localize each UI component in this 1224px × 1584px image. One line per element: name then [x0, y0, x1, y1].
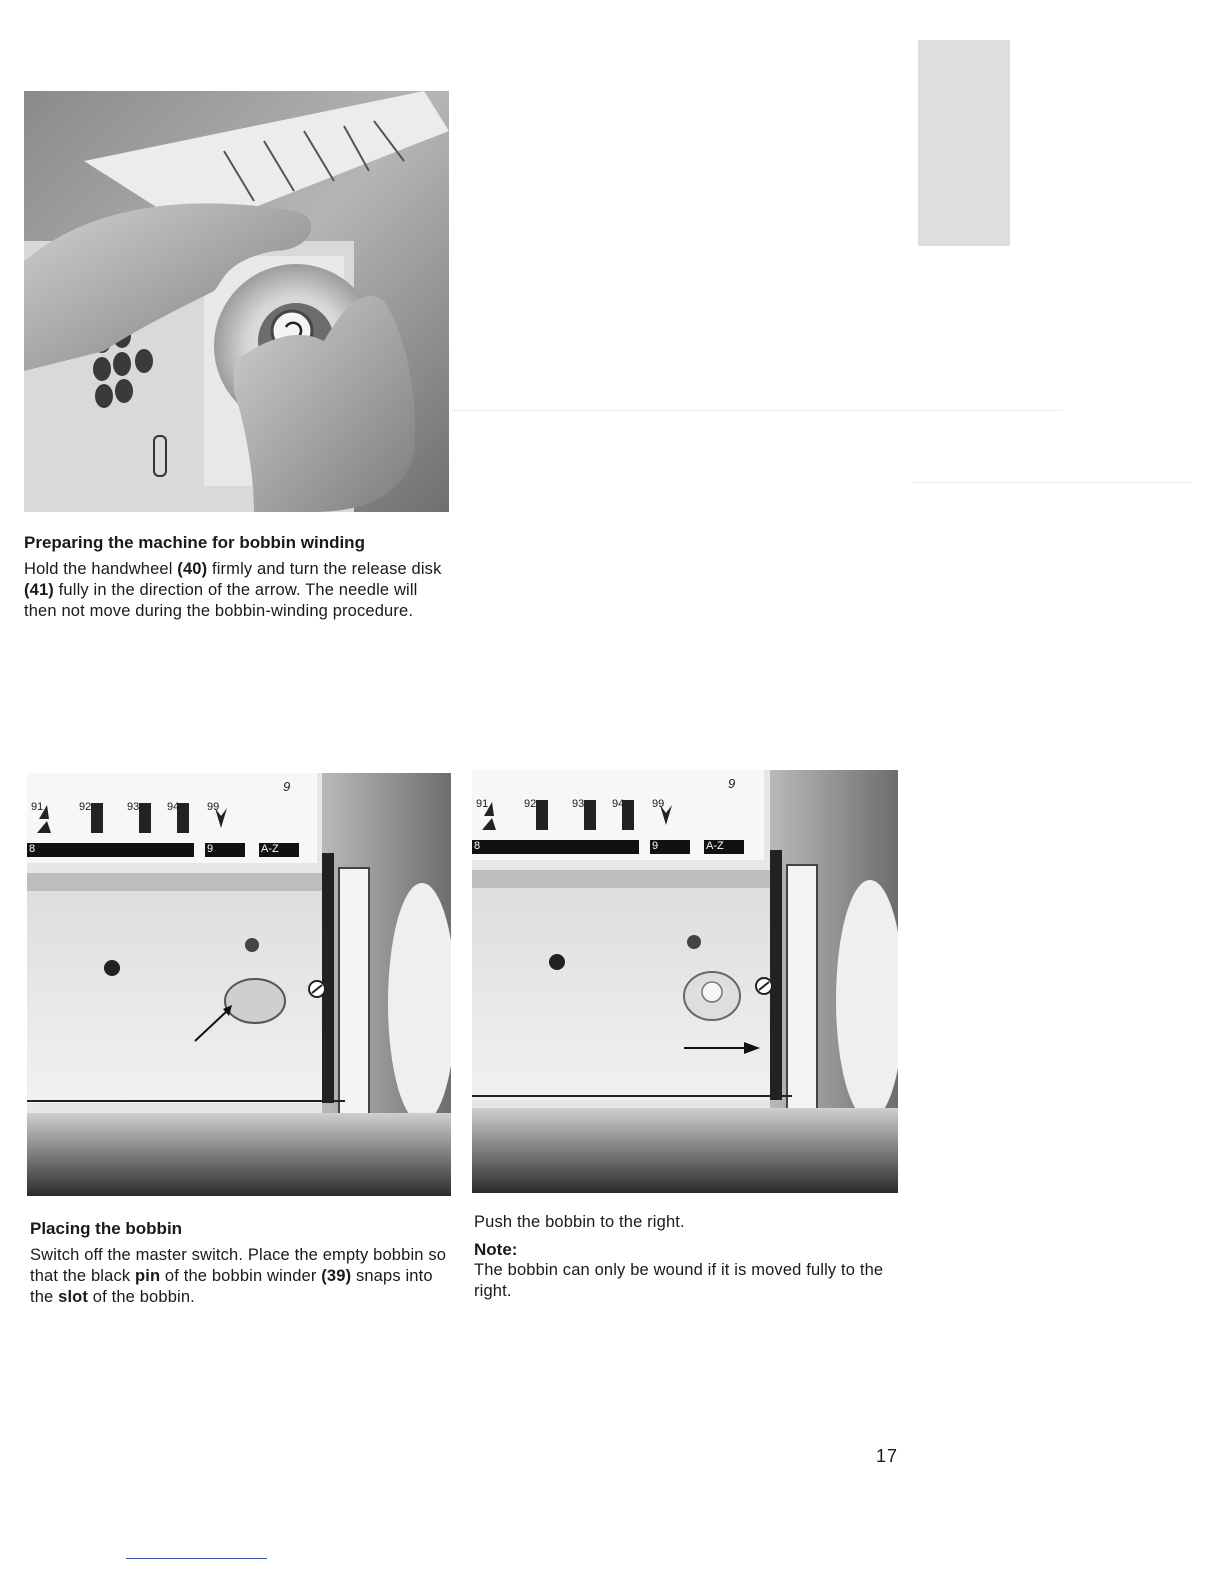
stitch-number: 99	[652, 798, 665, 810]
footer-rule	[126, 1558, 267, 1559]
stitch-number: 93	[572, 798, 585, 810]
stitch-number: 91	[31, 801, 44, 813]
text-run: of the bobbin winder	[160, 1267, 322, 1285]
section-body	[30, 1245, 460, 1308]
divider-line	[452, 410, 1062, 411]
text-run: snaps into the	[30, 1267, 433, 1306]
stitch-group-badge: A-Z	[261, 843, 279, 855]
stitch-group-badge: A-Z	[706, 840, 724, 852]
stitch-number: 94	[167, 801, 180, 813]
push-bobbin-photo	[472, 770, 898, 1193]
stitch-group-badge: 8	[29, 843, 36, 855]
push-bobbin-section	[474, 1212, 904, 1302]
stitch-group-badge: 9	[207, 843, 214, 855]
stitch-extra-label: 9	[728, 776, 736, 791]
note-text: The bobbin can only be wound if it is moved fully to the right.	[474, 1261, 884, 1300]
text-run: Hold the handwheel	[24, 560, 178, 578]
note-label: Note:	[474, 1240, 518, 1259]
placing-bobbin-section	[30, 1218, 460, 1308]
section-heading: Preparing the machine for bobbin winding	[24, 533, 365, 552]
bold-term: (41)	[24, 581, 54, 599]
stitch-number: 92	[524, 798, 537, 810]
section-tab-marker	[918, 40, 1010, 246]
stitch-number: 94	[612, 798, 625, 810]
stitch-extra-label: 9	[283, 779, 291, 794]
bold-term: (39)	[321, 1267, 352, 1285]
stitch-group-badge: 8	[474, 840, 481, 852]
section-body: Push the bobbin to the right.	[474, 1213, 685, 1231]
stitch-group-badge: 9	[652, 840, 659, 852]
text-run: of the bobbin.	[88, 1288, 195, 1306]
stitch-number: 99	[207, 801, 220, 813]
bold-term: pin	[134, 1267, 161, 1285]
stitch-number: 91	[476, 798, 489, 810]
text-run: Switch off the master switch. Place the empty bobbin so that the black	[30, 1246, 447, 1285]
stitch-number: 92	[79, 801, 92, 813]
stitch-number: 93	[127, 801, 140, 813]
text-run: firmly and turn the release disk	[207, 560, 442, 578]
placing-bobbin-photo	[27, 773, 451, 1196]
section-body	[24, 559, 454, 622]
bold-term: slot	[58, 1288, 89, 1306]
bobbin-winding-prep-section	[24, 532, 454, 622]
page-number: 17	[876, 1446, 899, 1466]
section-heading: Placing the bobbin	[30, 1219, 183, 1238]
handwheel-photo	[24, 91, 449, 512]
text-run: fully in the direction of the arrow. The needle will then not move during the bobbin-winding procedure.	[24, 581, 418, 620]
bold-term: (40)	[177, 560, 208, 578]
divider-line	[912, 482, 1192, 483]
